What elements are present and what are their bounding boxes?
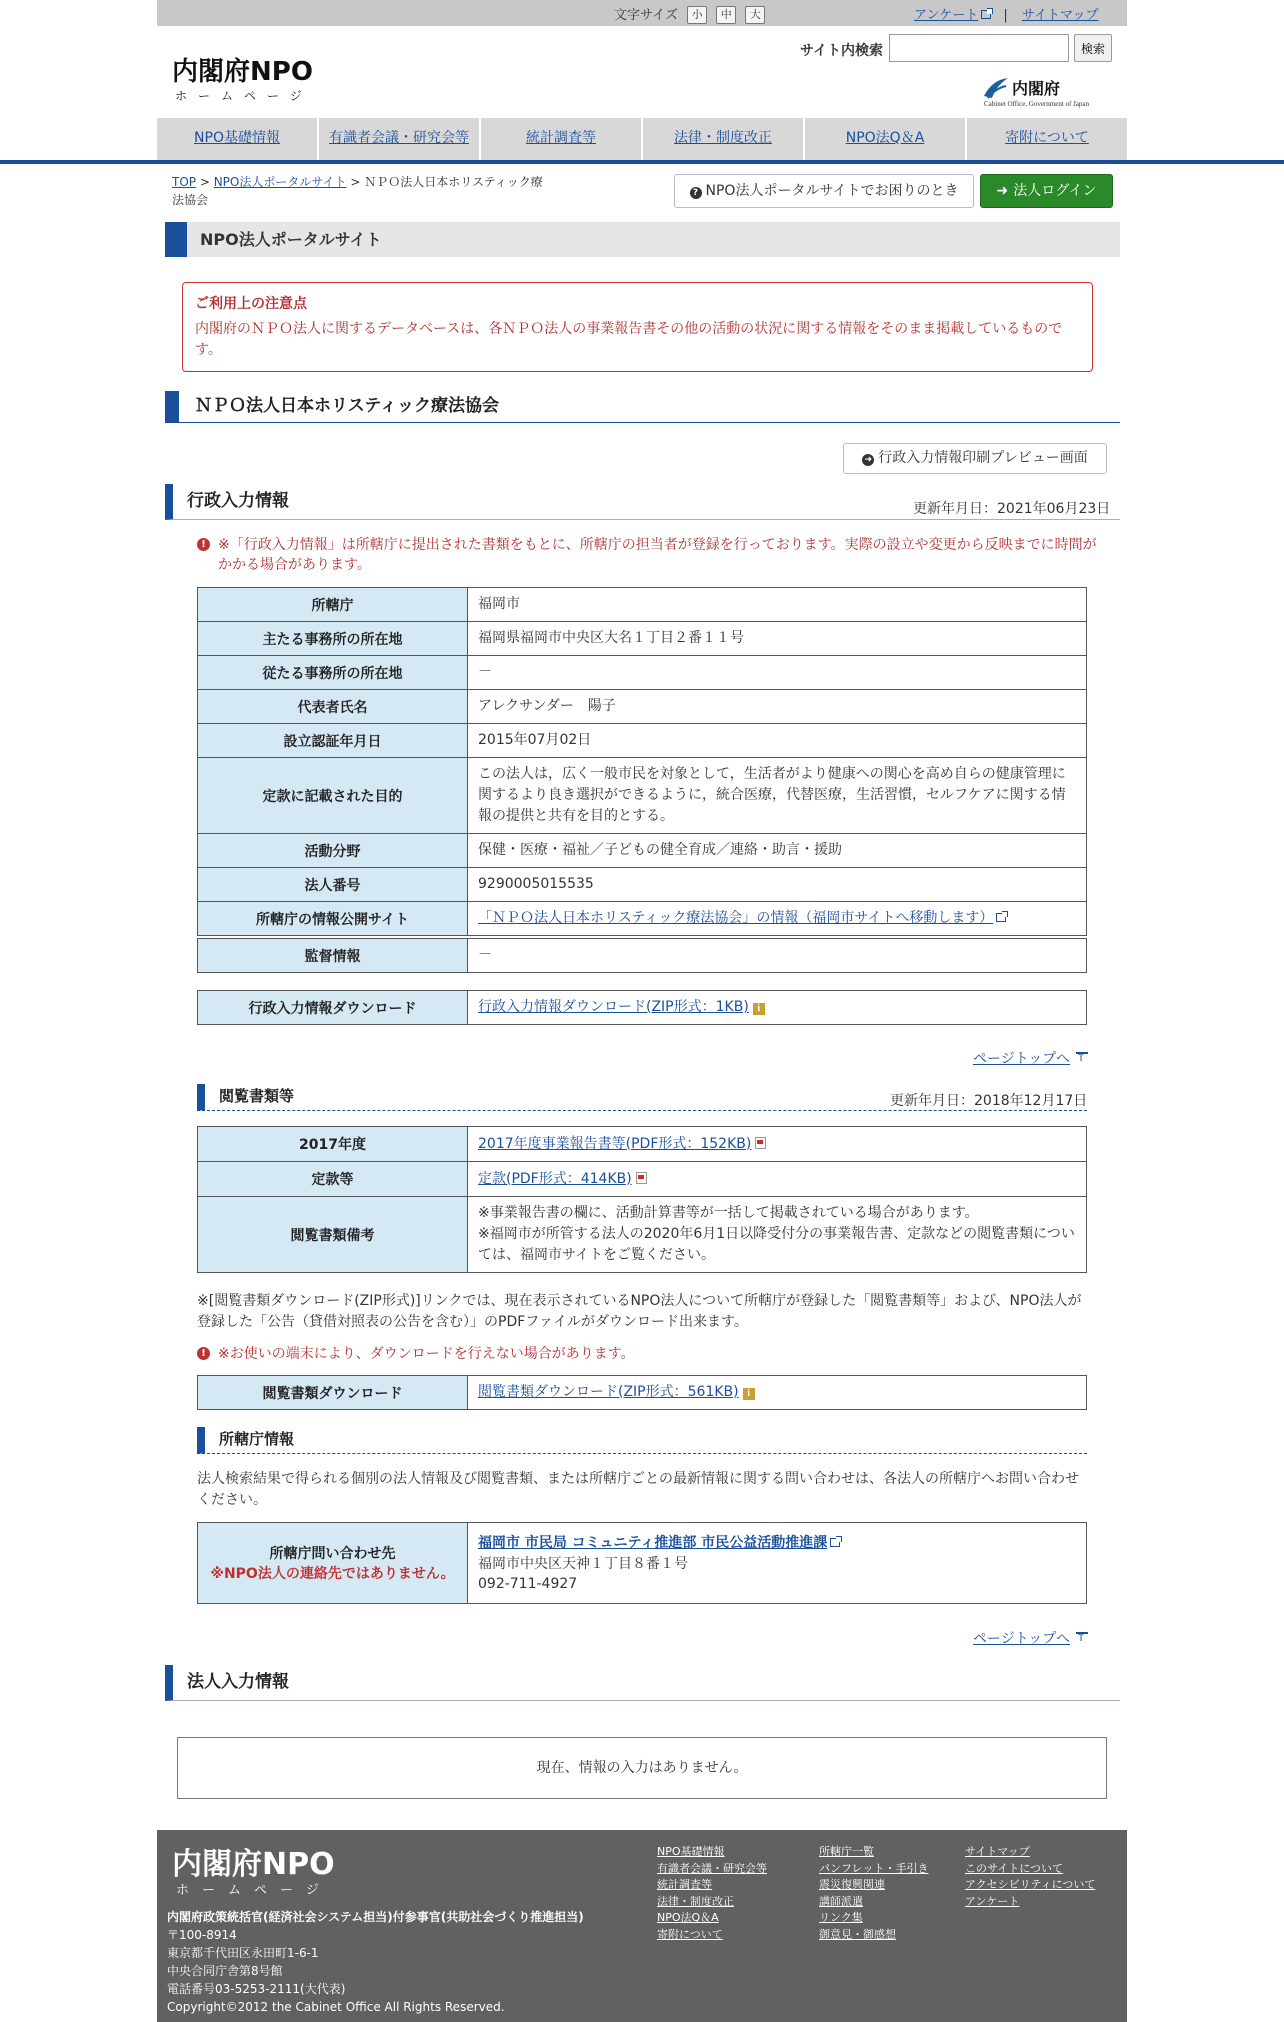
docs-heading: 閲覧書類等 xyxy=(197,1084,1087,1111)
footer-link[interactable]: アンケート xyxy=(965,1894,1020,1908)
row-label xyxy=(198,1523,468,1604)
table-row xyxy=(198,902,1087,936)
table-row xyxy=(198,1197,1087,1273)
notice-heading: ご利用上の注意点 xyxy=(195,296,307,312)
table-row xyxy=(198,622,1087,656)
footer-link[interactable]: 有識者会議・研究会等 xyxy=(657,1861,767,1875)
footer-link[interactable]: 震災復興関連 xyxy=(819,1878,885,1891)
row-value: 福岡県福岡市中央区大名１丁目２番１１号 xyxy=(468,622,1087,656)
admin-updated-date: 更新年月日：2021年06月23日 xyxy=(913,501,1111,517)
search-label: サイト内検索 xyxy=(800,43,884,59)
table-row xyxy=(198,690,1087,724)
docs-download-link[interactable]: 閲覧書類ダウンロード(ZIP形式：561KB) xyxy=(478,1384,739,1400)
row-label: 2017年度 xyxy=(198,1127,468,1162)
font-size-large-button[interactable]: 大 xyxy=(745,6,765,24)
row-value: この法人は，広く一般市民を対象として，生活者がより健康への関心を高め自らの健康管理に関するより良き選択ができるように，統合医療，代替医療，生活習慣，セルフケアに関する情報の提供と共有を目的とする。 xyxy=(468,758,1087,834)
remarks-line: ※福岡市が所管する法人の2020年6月1日以降受付分の事業報告書、定款などの閲覧書類については、福岡市サイトをご覧ください。 xyxy=(478,1226,1075,1263)
table-row xyxy=(198,1523,1087,1604)
footer-link[interactable]: 御意見・御感想 xyxy=(819,1927,896,1941)
pagetop-anchor[interactable]: ページトップへ xyxy=(973,1051,1071,1067)
authority-contact-table xyxy=(197,1522,1087,1604)
footer-address xyxy=(167,1908,584,2016)
table-row xyxy=(198,1127,1087,1162)
row-value xyxy=(468,1376,1087,1410)
nav-item-expert-meetings[interactable] xyxy=(319,118,481,160)
pdf-icon xyxy=(755,1137,766,1149)
top-links xyxy=(914,4,1098,23)
pagetop-link-1[interactable] xyxy=(973,1048,1088,1068)
svg-text:ホームページ: ホームページ xyxy=(175,89,313,103)
admin-warning xyxy=(197,535,1097,575)
corp-info-heading: 法人入力情報 xyxy=(165,1665,1120,1701)
row-value: 保健・医療・福祉／子どもの健全育成／連絡・助言・援助 xyxy=(468,834,1087,868)
help-button[interactable] xyxy=(674,174,974,208)
footer-link[interactable]: サイトマップ xyxy=(965,1845,1030,1858)
alert-icon: ! xyxy=(197,1347,210,1360)
table-row xyxy=(198,1376,1087,1410)
usage-notice xyxy=(182,282,1093,372)
contact-tel: 092-711-4927 xyxy=(478,1575,578,1592)
svg-text:内閣府: 内閣府 xyxy=(1012,79,1061,98)
breadcrumb-current: ＮＰＯ法人日本ホリスティック療法協会 xyxy=(172,175,543,207)
svg-text:Cabinet Office, Government of: Cabinet Office, Government of Japan xyxy=(984,100,1090,108)
top-utility-bar xyxy=(157,0,1127,26)
row-value: アレクサンダー 陽子 xyxy=(468,690,1087,724)
footer-link[interactable]: NPO法Q＆A xyxy=(657,1911,719,1924)
row-label: 法人番号 xyxy=(198,868,468,902)
nav-link-npo-basics[interactable]: NPO基礎情報 xyxy=(194,130,280,146)
print-preview-button[interactable] xyxy=(843,443,1107,474)
row-value: 9290005015535 xyxy=(468,868,1087,902)
admin-download-table xyxy=(197,990,1087,1025)
articles-link[interactable]: 定款(PDF形式：414KB) xyxy=(478,1170,632,1187)
nav-link-npo-qa[interactable]: NPO法Q＆A xyxy=(845,130,925,146)
row-value xyxy=(468,1162,1087,1197)
search-button[interactable]: 検索 xyxy=(1074,34,1112,62)
admin-warning-text: ※「行政入力情報」は所轄庁に提出された書類をもとに、所轄庁の担当者が登録を行っております。実際の設立や変更から反映までに時間がかかる場合があります。 xyxy=(218,537,1097,573)
footer-addr2: 中央合同庁舎第8号館 xyxy=(167,1964,283,1978)
sitemap-link[interactable]: サイトマップ xyxy=(1021,8,1099,23)
pagetop-anchor[interactable]: ページトップへ xyxy=(973,1631,1071,1647)
pdf-icon xyxy=(636,1172,647,1184)
row-label: 監督情報 xyxy=(198,939,468,973)
nav-item-statistics[interactable] xyxy=(481,118,643,160)
table-row xyxy=(198,991,1087,1025)
breadcrumb-sep: > xyxy=(346,175,365,189)
footer-links-col3 xyxy=(965,1844,1095,1910)
footer-link[interactable]: 寄附について xyxy=(657,1927,723,1941)
authority-para: 法人検索結果で得られる個別の法人情報及び閲覧書類、または所轄庁ごとの最新情報に関する問い合わせは、各法人の所轄庁へお問い合わせください。 xyxy=(197,1471,1079,1508)
svg-text:内閣府NPO: 内閣府NPO xyxy=(172,1847,335,1882)
font-size-label: 文字サイズ xyxy=(614,8,678,23)
table-row xyxy=(198,588,1087,622)
footer-links-col1 xyxy=(657,1844,767,1943)
footer-copyright: Copyright©2012 the Cabinet Office All Rights Reserved. xyxy=(167,2000,505,2014)
row-label: 閲覧書類備考 xyxy=(198,1197,468,1273)
authority-contact-link[interactable]: 福岡市 市民局 コミュニティ推進部 市民公益活動推進課 xyxy=(478,1535,840,1551)
row-label: 所轄庁の情報公開サイト xyxy=(198,902,468,936)
row-label: 従たる事務所の所在地 xyxy=(198,656,468,690)
alert-icon: ! xyxy=(197,538,210,551)
question-icon: ? xyxy=(690,187,702,199)
footer-links-col2 xyxy=(819,1844,928,1943)
footer-link[interactable]: アクセシビリティについて xyxy=(965,1878,1096,1891)
nav-divider xyxy=(0,160,1284,164)
nav-item-npo-basics[interactable] xyxy=(157,118,319,160)
cabinet-office-logo[interactable] xyxy=(982,74,1112,108)
row-value: 福岡市 xyxy=(468,588,1087,622)
admin-info-table xyxy=(197,587,1087,936)
authority-heading: 所轄庁情報 xyxy=(197,1427,1087,1454)
table-row xyxy=(198,758,1087,834)
info-icon: i xyxy=(743,1388,755,1400)
row-label: 所轄庁 xyxy=(198,588,468,622)
footer-logo[interactable] xyxy=(172,1840,382,1898)
nav-item-npo-qa[interactable] xyxy=(805,118,967,160)
row-value xyxy=(468,991,1087,1025)
nav-link-statistics[interactable]: 統計調査等 xyxy=(526,130,596,146)
row-value: － xyxy=(468,939,1087,973)
survey-link[interactable]: アンケート xyxy=(914,8,991,23)
table-row xyxy=(198,724,1087,758)
footer-link[interactable]: NPO基礎情報 xyxy=(657,1845,725,1858)
login-button[interactable] xyxy=(980,174,1113,208)
annual-report-link[interactable]: 2017年度事業報告書等(PDF形式：152KB) xyxy=(478,1135,752,1152)
portal-title: NPO法人ポータルサイト xyxy=(165,222,1120,257)
admin-info-heading: 行政入力情報 xyxy=(165,484,1120,520)
table-row xyxy=(198,834,1087,868)
row-value: － xyxy=(468,656,1087,690)
footer-link[interactable]: 統計調査等 xyxy=(657,1878,712,1891)
footer-link[interactable]: パンフレット・手引き xyxy=(819,1861,929,1875)
contact-address: 福岡市中央区天神１丁目８番１号 xyxy=(478,1555,688,1572)
device-warning-text: ※お使いの端末により、ダウンロードを行えない場合があります。 xyxy=(218,1346,635,1362)
login-icon: ➜ xyxy=(996,183,1009,199)
footer-link[interactable]: リンク集 xyxy=(819,1911,863,1924)
row-value xyxy=(468,1523,1087,1604)
separator: | xyxy=(1003,8,1008,23)
row-label: 代表者氏名 xyxy=(198,690,468,724)
table-row xyxy=(198,868,1087,902)
row-label: 定款等 xyxy=(198,1162,468,1197)
nav-link-donations[interactable]: 寄附について xyxy=(1005,130,1089,146)
row-label: 主たる事務所の所在地 xyxy=(198,622,468,656)
footer-tel: 電話番号03-5253-2111(大代表) xyxy=(167,1982,346,1996)
row-label: 定款に記載された目的 xyxy=(198,758,468,834)
row-label: 活動分野 xyxy=(198,834,468,868)
row-value xyxy=(468,1197,1087,1273)
zip-note: ※[閲覧書類ダウンロード(ZIP形式)]リンクでは、現在表示されているNPO法人について所轄庁が登録した「閲覧書類等」および、NPO法人が登録した「公告（貸借対照表の公告を含む）」のPDFファイルがダウンロード出来ます。 xyxy=(197,1293,1082,1330)
footer-org: 内閣府政策統括官(経済社会システム担当)付参事官(共助社会づくり推進担当) xyxy=(167,1910,584,1924)
table-row xyxy=(198,939,1087,973)
info-icon: i xyxy=(753,1003,765,1015)
table-row xyxy=(198,1162,1087,1197)
row-value xyxy=(468,1127,1087,1162)
site-logo[interactable] xyxy=(172,48,357,104)
remarks-line: ※事業報告書の欄に、活動計算書等が一括して掲載されている場合があります。 xyxy=(478,1205,979,1221)
footer xyxy=(157,1830,1127,2022)
print-preview-label: 行政入力情報印刷プレビュー画面 xyxy=(878,450,1088,466)
breadcrumb-sep: > xyxy=(196,175,214,189)
footer-zip: 〒100-8914 xyxy=(167,1928,237,1942)
main-navigation xyxy=(157,118,1127,160)
row-label: 閲覧書類ダウンロード xyxy=(198,1376,468,1410)
nav-item-donations[interactable] xyxy=(967,118,1127,160)
nav-link-law-reform[interactable]: 法律・制度改正 xyxy=(674,130,772,146)
arrow-up-icon xyxy=(1076,1632,1088,1644)
footer-link[interactable]: 講師派遣 xyxy=(819,1894,863,1908)
footer-link[interactable]: 法律・制度改正 xyxy=(657,1894,734,1908)
docs-table xyxy=(197,1126,1087,1273)
svg-text:内閣府NPO: 内閣府NPO xyxy=(172,57,313,87)
font-size-medium-button[interactable]: 中 xyxy=(716,6,736,24)
device-warning xyxy=(197,1344,1097,1364)
font-size-small-button[interactable]: 小 xyxy=(687,6,707,24)
nav-link-expert-meetings[interactable]: 有識者会議・研究会等 xyxy=(329,130,469,146)
contact-note: ※NPO法人の連絡先ではありません。 xyxy=(210,1566,455,1582)
site-search-input[interactable] xyxy=(889,34,1069,62)
help-button-label: NPO法人ポータルサイトでお困りのとき xyxy=(705,183,959,199)
footer-link[interactable]: 所轄庁一覧 xyxy=(819,1845,874,1858)
pagetop-link-2[interactable] xyxy=(973,1628,1088,1648)
row-label: 設立認証年月日 xyxy=(198,724,468,758)
external-link-icon xyxy=(981,10,991,19)
arrow-up-icon xyxy=(1076,1052,1088,1064)
external-link-icon xyxy=(830,1538,840,1547)
row-value xyxy=(468,902,1087,936)
notice-body: 内閣府のＮＰＯ法人に関するデータベースは、各ＮＰＯ法人の事業報告書その他の活動の状況に関する情報をそのまま掲載しているもので す。 xyxy=(195,321,1063,358)
breadcrumb-portal[interactable]: NPO法人ポータルサイト xyxy=(213,175,347,189)
arrow-right-icon: ➜ xyxy=(862,454,874,466)
npo-name-title: ＮＰＯ法人日本ホリスティック療法協会 xyxy=(165,391,1120,423)
supervision-table xyxy=(197,938,1087,973)
docs-updated-date: 更新年月日：2018年12月17日 xyxy=(890,1093,1088,1109)
docs-download-table xyxy=(197,1375,1087,1410)
no-info-box: 現在、情報の入力はありません。 xyxy=(177,1737,1107,1799)
login-button-label: 法人ログイン xyxy=(1013,183,1097,199)
external-link-icon xyxy=(996,913,1006,922)
nav-item-law-reform[interactable] xyxy=(643,118,805,160)
admin-download-link[interactable]: 行政入力情報ダウンロード(ZIP形式：1KB) xyxy=(478,999,749,1015)
font-size-control xyxy=(614,4,765,24)
footer-link[interactable]: このサイトについて xyxy=(965,1861,1064,1875)
svg-text:ホームページ: ホームページ xyxy=(176,1883,332,1898)
footer-addr1: 東京都千代田区永田町1-6-1 xyxy=(167,1946,319,1960)
breadcrumb-top[interactable]: TOP xyxy=(172,175,197,189)
table-row xyxy=(198,656,1087,690)
contact-label: 所轄庁問い合わせ先 xyxy=(269,1546,396,1562)
row-value: 2015年07月02日 xyxy=(468,724,1087,758)
authority-site-link[interactable]: 「ＮＰＯ法人日本ホリスティック療法協会」の情報（福岡市サイトへ移動します） xyxy=(478,910,1006,926)
breadcrumb xyxy=(172,173,552,209)
row-label: 行政入力情報ダウンロード xyxy=(198,991,468,1025)
